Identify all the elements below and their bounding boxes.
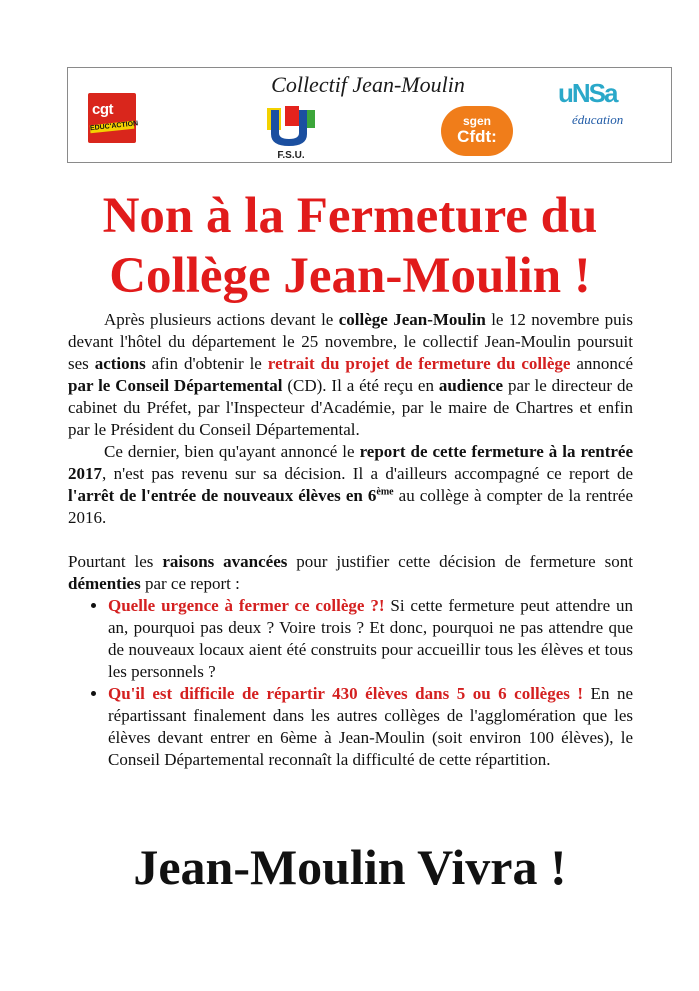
cgt-logo [88, 93, 139, 143]
collectif-title: Collectif Jean-Moulin [271, 72, 465, 97]
fsu-logo [261, 106, 321, 162]
cgt-logo-subtext: EDUC'ACTION [89, 120, 139, 133]
highlight-run: retrait du projet de fermeture du collège [267, 354, 571, 373]
sgen-cfdt-logo [441, 106, 513, 156]
text-run: Pourtant les [68, 552, 163, 571]
cgt-logo-text: cgt [92, 101, 113, 118]
header-banner [67, 67, 672, 163]
text-run: (CD). Il a été reçu en [282, 376, 439, 395]
list-item [108, 683, 633, 771]
text-run: afin d'obtenir le [145, 354, 268, 373]
text-run: par ce report : [140, 574, 240, 593]
headline-line-1: Non à la Fermeture du [102, 188, 598, 244]
paragraph-spacer [68, 529, 633, 551]
bold-run: par le Conseil Départemental [68, 376, 283, 395]
unsa-logo-word: uNSa [558, 78, 617, 108]
text-run: pour justifier cette décision de fermeture sont [287, 552, 633, 571]
bold-run: audience [438, 376, 504, 395]
bold-run: l'arrêt de l'entrée de nouveaux élèves en 6 [68, 486, 377, 505]
footer-slogan: Jean-Moulin Vivra ! [133, 839, 567, 895]
text-run: , n'est pas revenu sur sa décision. Il a d'ailleurs accompagné ce report de [102, 464, 633, 483]
text-run: Après plusieurs actions devant le [104, 310, 339, 329]
unsa-logo-subtext: éducation [572, 112, 624, 127]
arguments-list [68, 595, 633, 771]
bold-run: report de cette fermeture à la rentrée 2017 [68, 442, 633, 483]
text-run: Ce dernier, bien qu'ayant annoncé le [104, 442, 360, 461]
text-run: le 12 novembre puis devant l'hôtel du département le 25 novembre, le collectif Jean-Moulin poursuit ses [68, 310, 633, 373]
text-run: En ne répartissant finalement dans les autres collèges de l'agglomération que les élèves devant entrer en 6ème à Jean-Moulin (soit environ 100 élèves), le Conseil Départemental reconnaît la difficulté de cette répartition. [108, 684, 633, 769]
bold-run: actions [94, 354, 146, 373]
bold-run: collège Jean-Moulin [338, 310, 486, 329]
bold-run: raisons avancées [162, 552, 288, 571]
text-run: annoncé [570, 354, 634, 373]
headline-line-2: Collège Jean-Moulin ! [109, 248, 591, 304]
text-run: par le directeur de cabinet du Préfet, par l'Inspecteur d'Académie, par le maire de Chartres et enfin par le Président du Conseil Départemental. [68, 376, 633, 439]
article-body [68, 309, 633, 771]
highlight-run: Quelle urgence à fermer ce collège ?! [108, 596, 385, 615]
highlight-run: Qu'il est difficile de répartir 430 élèves dans 5 ou 6 collèges ! [108, 684, 584, 703]
fsu-logo-label: F.S.U. [277, 150, 305, 161]
unsa-education-logo [556, 78, 636, 128]
sgen-logo-line1: sgen [462, 114, 491, 128]
superscript: ème [376, 486, 394, 498]
text-run: au collège à compter de la rentrée 2016. [68, 486, 633, 527]
text-run: Si cette fermeture peut attendre un an, pourquoi pas deux ? Voire trois ? Et donc, pourquoi ne pas attendre que de nouveaux locaux aient été construits pour accueillir tous les élèves et tous les personnels ? [108, 596, 633, 681]
list-item [108, 595, 633, 683]
bold-run: démenties [68, 574, 141, 593]
paragraph-1 [68, 309, 633, 441]
fsu-logo-mark [261, 106, 321, 150]
page-headline [20, 186, 680, 306]
paragraph-2 [68, 441, 633, 529]
sgen-logo-line2: Cfdt: [457, 127, 497, 146]
paragraph-3 [68, 551, 633, 595]
